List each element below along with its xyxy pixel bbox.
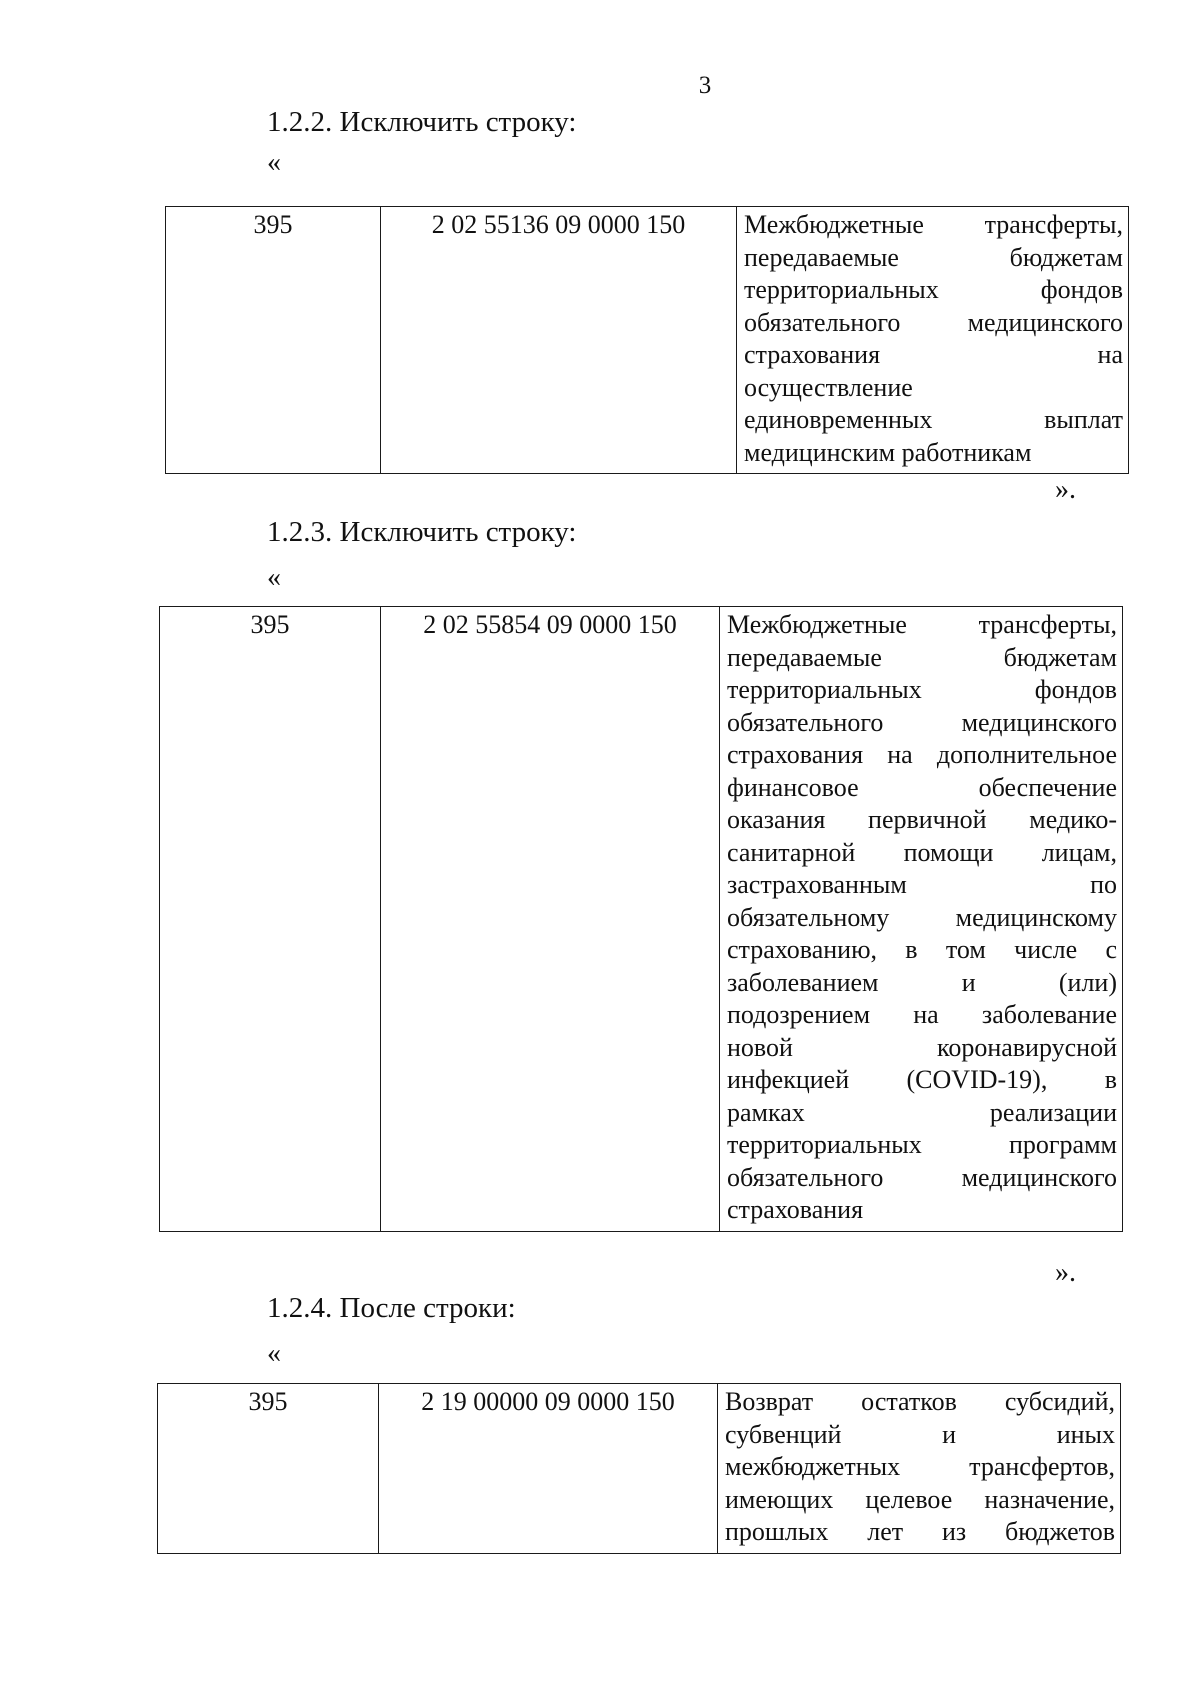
description-line: страхования (727, 1195, 864, 1224)
table-row (166, 207, 1129, 474)
description-line: инфекцией (COVID-19), в (727, 1065, 1117, 1094)
description-cell (720, 607, 1123, 1232)
description-line: страхования на (744, 340, 1123, 369)
description-line: территориальных программ (727, 1130, 1117, 1159)
description-line: обязательного медицинского (727, 1162, 1117, 1192)
admin-code-cell: 395 (166, 207, 381, 474)
table-row (158, 1384, 1121, 1554)
closing-quote: ». (1055, 1257, 1076, 1288)
description-line: Межбюджетные трансферты, (744, 210, 1123, 239)
description-line: заболеванием и (или) (727, 967, 1117, 997)
description-line: страхования на дополнительное (727, 740, 1117, 769)
code-table (159, 606, 1123, 1232)
description-line: межбюджетных трансфертов, (725, 1452, 1115, 1481)
description-line: санитарной помощи лицам, (727, 837, 1117, 867)
item-heading-1-2-2: 1.2.2. Исключить строку: (267, 106, 577, 138)
description-line: осуществление (744, 372, 913, 402)
admin-code-cell: 395 (160, 607, 381, 1232)
description-line: передаваемые бюджетам (744, 242, 1123, 272)
opening-quote: « (267, 1338, 281, 1369)
item-heading-1-2-4: 1.2.4. После строки: (267, 1292, 516, 1324)
description-line: территориальных фондов (727, 675, 1117, 704)
table-row (160, 607, 1123, 1232)
description-line: обязательного медицинского (744, 307, 1123, 337)
opening-quote: « (267, 147, 281, 178)
description-cell (718, 1384, 1121, 1554)
budget-code-cell: 2 02 55854 09 0000 150 (381, 607, 720, 1232)
description-line: новой коронавирусной (727, 1032, 1117, 1062)
description-line: единовременных выплат (744, 405, 1123, 434)
admin-code-cell: 395 (158, 1384, 379, 1554)
description-line: застрахованным по (727, 870, 1117, 899)
description-line: обязательному медицинскому (727, 902, 1117, 932)
opening-quote: « (267, 562, 281, 593)
description-line: субвенций и иных (725, 1419, 1115, 1449)
budget-code-cell: 2 02 55136 09 0000 150 (381, 207, 737, 474)
page-number: 3 (698, 72, 712, 99)
description-line: Межбюджетные трансферты, (727, 610, 1117, 639)
description-line: финансовое обеспечение (727, 772, 1117, 802)
code-table (165, 206, 1129, 474)
description-cell (737, 207, 1129, 474)
description-line: прошлых лет из бюджетов (725, 1517, 1115, 1546)
closing-quote: ». (1055, 474, 1076, 505)
description-line: подозрением на заболевание (727, 1000, 1117, 1029)
budget-code-cell: 2 19 00000 09 0000 150 (379, 1384, 718, 1554)
description-line: территориальных фондов (744, 275, 1123, 304)
description-line: Возврат остатков субсидий, (725, 1387, 1115, 1416)
description-line: обязательного медицинского (727, 707, 1117, 737)
description-line: передаваемые бюджетам (727, 642, 1117, 672)
description-line: оказания первичной медико- (727, 805, 1117, 834)
description-line: рамках реализации (727, 1097, 1117, 1127)
description-line: медицинским работникам (744, 437, 1032, 467)
item-heading-1-2-3: 1.2.3. Исключить строку: (267, 516, 577, 548)
description-line: страхованию, в том числе с (727, 935, 1117, 964)
code-table (157, 1383, 1121, 1554)
description-line: имеющих целевое назначение, (725, 1484, 1115, 1514)
